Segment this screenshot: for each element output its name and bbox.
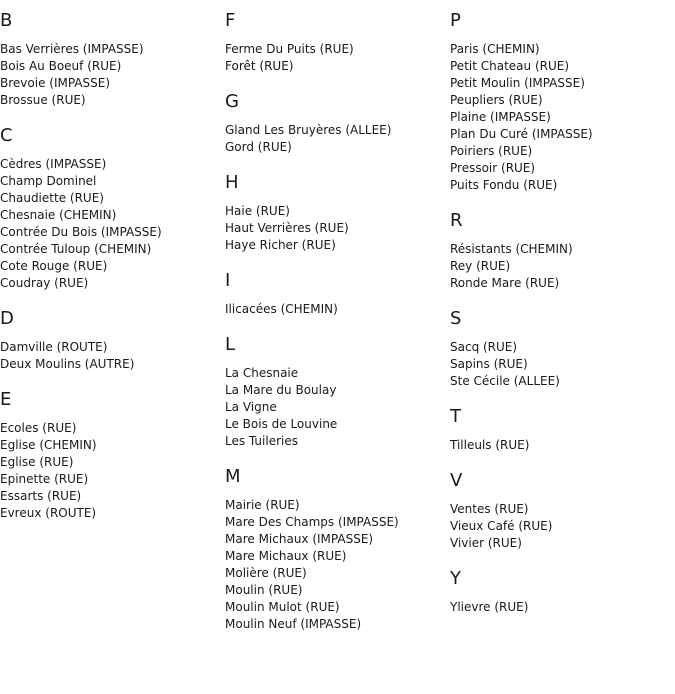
street-link[interactable]: Plan Du Curé (IMPASSE) [450,127,593,141]
street-link[interactable]: Bas Verrières (IMPASSE) [0,42,144,56]
street-link[interactable]: Haye Richer (RUE) [225,238,336,252]
street-link[interactable]: Cote Rouge (RUE) [0,259,108,273]
street-link[interactable]: Vivier (RUE) [450,536,522,550]
street-link[interactable]: Moulin Mulot (RUE) [225,600,340,614]
section-letter-heading: H [225,172,239,193]
street-link[interactable]: Bois Au Boeuf (RUE) [0,59,122,73]
section-letter-heading: Y [450,568,461,589]
letter-section [225,466,450,633]
street-link[interactable]: Eglise (CHEMIN) [0,438,97,452]
street-link[interactable]: Chesnaie (CHEMIN) [0,208,117,222]
street-link[interactable]: Mare Michaux (RUE) [225,549,347,563]
street-link[interactable]: Mairie (RUE) [225,498,300,512]
street-link[interactable]: Puits Fondu (RUE) [450,178,558,192]
letter-section [0,125,225,292]
section-letter-heading: L [225,334,236,355]
street-link[interactable]: Ecoles (RUE) [0,421,77,435]
section-letter-heading: P [450,10,461,31]
street-link[interactable]: Damville (ROUTE) [0,340,108,354]
street-link[interactable]: Forêt (RUE) [225,59,294,73]
street-link[interactable]: Chaudiette (RUE) [0,191,104,205]
street-link[interactable]: Contrée Tuloup (CHEMIN) [0,242,152,256]
section-letter-heading: M [225,466,241,487]
section-letter-heading: V [450,470,463,491]
street-link[interactable]: Pressoir (RUE) [450,161,536,175]
letter-section [225,172,450,254]
street-link[interactable]: La Vigne [225,400,277,414]
section-letter-heading: S [450,308,462,329]
section-letter-heading: E [0,389,12,410]
letter-section [0,389,225,522]
letter-section [450,308,675,390]
street-link[interactable]: Moulin (RUE) [225,583,303,597]
letter-section [450,10,675,194]
street-link[interactable]: Contrée Du Bois (IMPASSE) [0,225,162,239]
street-link[interactable]: Brossue (RUE) [0,93,86,107]
letter-section [450,470,675,552]
street-link[interactable]: Gord (RUE) [225,140,292,154]
street-link[interactable]: Peupliers (RUE) [450,93,543,107]
street-link[interactable]: Cèdres (IMPASSE) [0,157,107,171]
street-link[interactable]: Epinette (RUE) [0,472,89,486]
street-link[interactable]: Les Tuileries [225,434,298,448]
street-link[interactable]: Sapins (RUE) [450,357,528,371]
street-link[interactable]: Champ Dominel [0,174,97,188]
street-link[interactable]: Petit Moulin (IMPASSE) [450,76,585,90]
street-link[interactable]: Ilicacées (CHEMIN) [225,302,338,316]
street-link[interactable]: Mare Michaux (IMPASSE) [225,532,374,546]
street-link[interactable]: Mare Des Champs (IMPASSE) [225,515,399,529]
letter-section [225,10,450,75]
letter-section [225,91,450,156]
street-link[interactable]: Ventes (RUE) [450,502,529,516]
street-link[interactable]: Haut Verrières (RUE) [225,221,349,235]
street-link[interactable]: Ylievre (RUE) [450,600,529,614]
street-link[interactable]: Coudray (RUE) [0,276,89,290]
section-letter-heading: B [0,10,13,31]
section-letter-heading: F [225,10,236,31]
street-link[interactable]: Molière (RUE) [225,566,307,580]
street-link[interactable]: Deux Moulins (AUTRE) [0,357,135,371]
street-link[interactable]: Petit Chateau (RUE) [450,59,570,73]
street-link[interactable]: Haie (RUE) [225,204,290,218]
section-letter-heading: G [225,91,239,112]
street-link[interactable]: La Chesnaie [225,366,299,380]
street-link[interactable]: Moulin Neuf (IMPASSE) [225,617,362,631]
street-link[interactable]: Vieux Café (RUE) [450,519,553,533]
letter-section [0,10,225,109]
street-link[interactable]: Sacq (RUE) [450,340,518,354]
street-link[interactable]: Poiriers (RUE) [450,144,533,158]
directory-column [225,0,450,694]
section-letter-heading: C [0,125,13,146]
street-link[interactable]: Eglise (RUE) [0,455,74,469]
street-link[interactable]: Le Bois de Louvine [225,417,338,431]
street-link[interactable]: Ronde Mare (RUE) [450,276,560,290]
letter-section [225,334,450,450]
letter-section [225,270,450,318]
street-link[interactable]: Essarts (RUE) [0,489,82,503]
street-link[interactable]: Brevoie (IMPASSE) [0,76,111,90]
section-letter-heading: D [0,308,14,329]
letter-section [450,210,675,292]
street-link[interactable]: Evreux (ROUTE) [0,506,97,520]
letter-section [0,308,225,373]
street-link[interactable]: La Mare du Boulay [225,383,337,397]
letter-section [450,568,675,616]
street-link[interactable]: Résistants (CHEMIN) [450,242,573,256]
directory-column [450,0,675,694]
street-link[interactable]: Ste Cécile (ALLEE) [450,374,560,388]
section-letter-heading: T [450,406,461,427]
letter-section [450,406,675,454]
street-link[interactable]: Ferme Du Puits (RUE) [225,42,354,56]
street-link[interactable]: Gland Les Bruyères (ALLEE) [225,123,392,137]
street-link[interactable]: Tilleuls (RUE) [450,438,530,452]
section-letter-heading: I [225,270,231,291]
directory-column [0,0,225,694]
street-link[interactable]: Paris (CHEMIN) [450,42,540,56]
section-letter-heading: R [450,210,463,231]
street-link[interactable]: Rey (RUE) [450,259,511,273]
street-link[interactable]: Plaine (IMPASSE) [450,110,551,124]
